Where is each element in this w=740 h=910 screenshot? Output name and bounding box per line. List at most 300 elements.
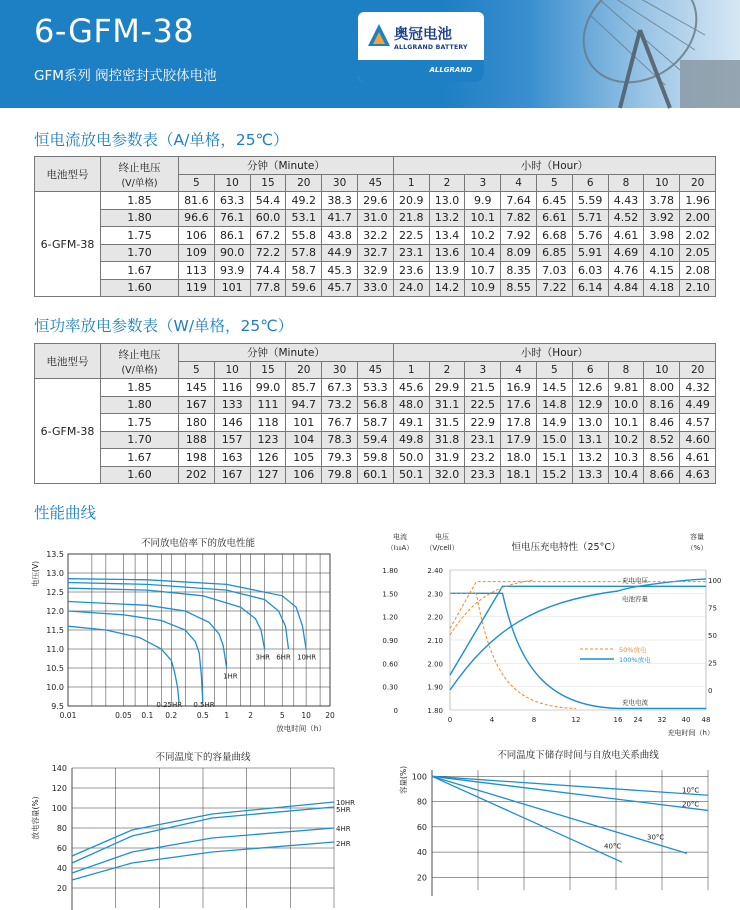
value-cell: 22.5 <box>393 227 429 245</box>
value-cell: 13.1 <box>572 431 608 449</box>
series-label: 0.5HR <box>193 701 215 710</box>
end-voltage-unit: (V/单格) <box>121 177 158 189</box>
y-tick-label: 100 <box>411 772 427 782</box>
value-cell: 5.71 <box>572 209 608 227</box>
value-cell: 58.7 <box>286 262 322 280</box>
value-cell: 5.59 <box>572 192 608 210</box>
x-tick-label: 32 <box>657 716 667 724</box>
table-row <box>35 379 716 397</box>
chart-title: 不同温度下的容量曲线 <box>155 752 251 763</box>
value-cell: 17.9 <box>501 431 537 449</box>
value-cell: 18.0 <box>501 449 537 467</box>
y-tick-label: 10.5 <box>46 664 64 673</box>
header-end-voltage <box>101 344 179 379</box>
y-tick-label: 100 <box>51 804 67 813</box>
value-cell: 58.7 <box>357 414 393 432</box>
value-cell: 41.7 <box>322 209 358 227</box>
value-cell: 180 <box>179 414 215 432</box>
value-cell: 8.09 <box>501 244 537 262</box>
hour-col-header: 5 <box>537 361 573 379</box>
y1-tick-label: 1.50 <box>382 590 398 599</box>
series-label: 10HR <box>297 653 317 662</box>
brand-logo <box>358 12 484 82</box>
minute-col-header: 10 <box>214 174 250 192</box>
value-cell: 6.85 <box>537 244 573 262</box>
y-axis-label: 电压(V) <box>31 561 40 587</box>
header-model: 电池型号 <box>35 344 101 379</box>
value-cell: 2.00 <box>680 209 716 227</box>
model-cell: 6-GFM-38 <box>35 379 101 484</box>
x-tick-label: 0.1 <box>141 711 154 720</box>
value-cell: 49.8 <box>393 431 429 449</box>
minute-col-header: 15 <box>250 361 286 379</box>
value-cell: 33.0 <box>357 279 393 297</box>
value-cell: 23.6 <box>393 262 429 280</box>
value-cell: 21.8 <box>393 209 429 227</box>
x-tick-label: 1 <box>224 711 230 720</box>
value-cell: 13.6 <box>429 244 465 262</box>
y1-header: 电流 <box>393 533 407 541</box>
x-tick-label: 4 <box>489 716 495 724</box>
value-cell: 76.1 <box>214 209 250 227</box>
value-cell: 8.00 <box>644 379 680 397</box>
value-cell: 43.8 <box>322 227 358 245</box>
value-cell: 16.9 <box>501 379 537 397</box>
value-cell: 8.66 <box>644 466 680 484</box>
end-voltage-label: 终止电压 <box>118 348 161 361</box>
value-cell: 48.0 <box>393 396 429 414</box>
value-cell: 13.2 <box>572 449 608 467</box>
value-cell: 86.1 <box>214 227 250 245</box>
value-cell: 10.1 <box>465 209 501 227</box>
hour-col-header: 1 <box>393 174 429 192</box>
x-tick-label: 10 <box>301 711 311 720</box>
value-cell: 14.5 <box>537 379 573 397</box>
value-cell: 23.1 <box>465 431 501 449</box>
end-voltage-cell: 1.85 <box>101 379 179 397</box>
end-voltage-cell: 1.70 <box>101 244 179 262</box>
hour-col-header: 5 <box>537 174 573 192</box>
value-cell: 13.4 <box>429 227 465 245</box>
end-voltage-cell: 1.80 <box>101 396 179 414</box>
value-cell: 22.5 <box>465 396 501 414</box>
value-cell: 10.9 <box>465 279 501 297</box>
minute-col-header: 5 <box>179 174 215 192</box>
value-cell: 10.4 <box>465 244 501 262</box>
series-line <box>432 776 687 853</box>
value-cell: 116 <box>214 379 250 397</box>
y2-header: 电压 <box>435 533 449 541</box>
value-cell: 32.9 <box>357 262 393 280</box>
value-cell: 4.43 <box>608 192 644 210</box>
value-cell: 23.3 <box>465 466 501 484</box>
y3-tick-label: 100 <box>708 577 722 585</box>
table-row <box>35 279 716 297</box>
x-tick-label: 0.2 <box>165 711 178 720</box>
y3-tick-label: 75 <box>708 604 717 613</box>
value-cell: 3.78 <box>644 192 680 210</box>
value-cell: 90.0 <box>214 244 250 262</box>
end-voltage-cell: 1.70 <box>101 431 179 449</box>
temperature-capacity-chart <box>28 748 356 910</box>
value-cell: 76.7 <box>322 414 358 432</box>
hour-col-header: 8 <box>608 174 644 192</box>
y-tick-label: 40 <box>56 864 67 873</box>
table-row <box>35 192 716 210</box>
y1-unit: （I₁₀A） <box>386 544 414 552</box>
value-cell: 78.3 <box>322 431 358 449</box>
header-end-voltage <box>101 157 179 192</box>
header-minutes: 分钟（Minute） <box>179 157 394 175</box>
table-row <box>35 431 716 449</box>
end-voltage-cell: 1.75 <box>101 414 179 432</box>
value-cell: 106 <box>286 466 322 484</box>
value-cell: 109 <box>179 244 215 262</box>
value-cell: 202 <box>179 466 215 484</box>
charge-voltage-line <box>450 586 706 675</box>
series-line-0.5hr <box>68 611 203 702</box>
value-cell: 2.08 <box>680 262 716 280</box>
end-voltage-cell: 1.67 <box>101 449 179 467</box>
value-cell: 4.52 <box>608 209 644 227</box>
y1-tick-label: 0.90 <box>382 637 398 645</box>
value-cell: 93.9 <box>214 262 250 280</box>
value-cell: 63.3 <box>214 192 250 210</box>
minute-col-header: 10 <box>214 361 250 379</box>
table-row <box>35 466 716 484</box>
value-cell: 24.0 <box>393 279 429 297</box>
series-label: 10°C <box>682 786 700 795</box>
value-cell: 7.92 <box>501 227 537 245</box>
hour-col-header: 20 <box>680 174 716 192</box>
half-voltage-line <box>450 582 706 629</box>
value-cell: 157 <box>214 431 250 449</box>
value-cell: 10.7 <box>465 262 501 280</box>
y2-tick-label: 2.40 <box>427 567 443 575</box>
value-cell: 31.8 <box>429 431 465 449</box>
series-label: 20°C <box>682 800 700 809</box>
value-cell: 49.2 <box>286 192 322 210</box>
value-cell: 4.76 <box>608 262 644 280</box>
value-cell: 15.0 <box>537 431 573 449</box>
series-line <box>432 776 622 862</box>
value-cell: 17.8 <box>501 414 537 432</box>
value-cell: 6.68 <box>537 227 573 245</box>
value-cell: 5.91 <box>572 244 608 262</box>
value-cell: 3.98 <box>644 227 680 245</box>
minute-col-header: 45 <box>357 174 393 192</box>
value-cell: 4.18 <box>644 279 680 297</box>
x-tick-label: 2 <box>248 711 254 720</box>
value-cell: 15.2 <box>537 466 573 484</box>
value-cell: 146 <box>214 414 250 432</box>
table-row <box>35 396 716 414</box>
value-cell: 2.02 <box>680 227 716 245</box>
value-cell: 14.8 <box>537 396 573 414</box>
value-cell: 4.57 <box>680 414 716 432</box>
x-tick-label: 5 <box>279 711 285 720</box>
value-cell: 167 <box>214 466 250 484</box>
y1-tick-label: 1.20 <box>382 613 398 622</box>
y2-tick-label: 2.30 <box>427 590 443 599</box>
hour-col-header: 6 <box>572 361 608 379</box>
logo-chinese-name: 奥冠电池 <box>394 27 452 43</box>
value-cell: 54.4 <box>250 192 286 210</box>
header-model: 电池型号 <box>35 157 101 192</box>
y3-unit: （%） <box>686 544 708 552</box>
value-cell: 79.8 <box>322 466 358 484</box>
value-cell: 77.8 <box>250 279 286 297</box>
hour-col-header: 2 <box>429 361 465 379</box>
value-cell: 59.6 <box>286 279 322 297</box>
value-cell: 23.1 <box>393 244 429 262</box>
logo-band <box>358 60 484 82</box>
x-tick-label: 12 <box>571 716 581 724</box>
value-cell: 2.05 <box>680 244 716 262</box>
value-cell: 3.92 <box>644 209 680 227</box>
y3-header: 容量 <box>690 533 704 541</box>
value-cell: 74.4 <box>250 262 286 280</box>
constant-power-title: 恒功率放电参数表（W/单格，25℃） <box>34 317 294 335</box>
minute-col-header: 30 <box>322 174 358 192</box>
value-cell: 12.6 <box>572 379 608 397</box>
value-cell: 85.7 <box>286 379 322 397</box>
y3-tick-label: 0 <box>708 687 713 695</box>
value-cell: 198 <box>179 449 215 467</box>
product-title: 6-GFM-38 <box>34 12 195 50</box>
value-cell: 119 <box>179 279 215 297</box>
end-voltage-cell: 1.75 <box>101 227 179 245</box>
value-cell: 10.3 <box>608 449 644 467</box>
hour-col-header: 1 <box>393 361 429 379</box>
value-cell: 50.0 <box>393 449 429 467</box>
value-cell: 45.6 <box>393 379 429 397</box>
value-cell: 9.81 <box>608 379 644 397</box>
value-cell: 7.03 <box>537 262 573 280</box>
value-cell: 8.52 <box>644 431 680 449</box>
hour-col-header: 8 <box>608 361 644 379</box>
series-label: 10HR <box>336 799 356 807</box>
y2-tick-label: 2.10 <box>427 637 443 645</box>
table-row <box>35 449 716 467</box>
value-cell: 21.5 <box>465 379 501 397</box>
end-voltage-cell: 1.85 <box>101 192 179 210</box>
x-tick-label: 0 <box>447 716 453 724</box>
value-cell: 145 <box>179 379 215 397</box>
y-tick-label: 9.5 <box>51 702 64 711</box>
value-cell: 8.35 <box>501 262 537 280</box>
end-voltage-label: 终止电压 <box>118 161 161 174</box>
value-cell: 7.22 <box>537 279 573 297</box>
minute-col-header: 20 <box>286 361 322 379</box>
value-cell: 10.2 <box>465 227 501 245</box>
y-axis-label: 容量(%) <box>399 766 408 794</box>
series-label: 5HR <box>336 806 351 814</box>
value-cell: 10.2 <box>608 431 644 449</box>
x-axis-label: 放电时间（h） <box>276 724 326 733</box>
y1-tick-label: 1.80 <box>382 567 398 575</box>
x-axis-label: 充电时间（h） <box>667 729 714 737</box>
value-cell: 10.4 <box>608 466 644 484</box>
value-cell: 53.1 <box>286 209 322 227</box>
value-cell: 4.32 <box>680 379 716 397</box>
discharge-rate-chart <box>28 534 338 744</box>
performance-curves-title: 性能曲线 <box>34 504 97 522</box>
chart-title: 不同温度下储存时间与自放电关系曲线 <box>497 750 659 761</box>
value-cell: 22.9 <box>465 414 501 432</box>
value-cell: 4.10 <box>644 244 680 262</box>
minute-col-header: 15 <box>250 174 286 192</box>
y1-tick-label: 0 <box>393 707 398 715</box>
value-cell: 31.0 <box>357 209 393 227</box>
y-tick-label: 20 <box>416 873 427 883</box>
series-label: 40°C <box>604 842 622 851</box>
value-cell: 56.8 <box>357 396 393 414</box>
value-cell: 4.60 <box>680 431 716 449</box>
y1-tick-label: 0.60 <box>382 660 398 669</box>
value-cell: 188 <box>179 431 215 449</box>
table-row <box>35 227 716 245</box>
y-tick-label: 120 <box>51 784 67 793</box>
value-cell: 96.6 <box>179 209 215 227</box>
end-voltage-cell: 1.80 <box>101 209 179 227</box>
product-series: GFM系列 阀控密封式胶体电池 <box>34 68 217 84</box>
value-cell: 79.3 <box>322 449 358 467</box>
header-hours: 小时（Hour） <box>393 344 715 362</box>
series-label: 3HR <box>255 653 271 662</box>
curve-label: 电池容量 <box>622 594 648 603</box>
end-voltage-cell: 1.67 <box>101 262 179 280</box>
y2-tick-label: 1.80 <box>427 707 443 715</box>
self-discharge-chart <box>398 744 718 910</box>
value-cell: 72.2 <box>250 244 286 262</box>
value-cell: 126 <box>250 449 286 467</box>
y-tick-label: 12.0 <box>46 607 64 616</box>
battery-capacity-line <box>450 579 706 690</box>
constant-power-table <box>34 343 716 484</box>
value-cell: 53.3 <box>357 379 393 397</box>
value-cell: 73.2 <box>322 396 358 414</box>
hour-col-header: 10 <box>644 361 680 379</box>
value-cell: 12.9 <box>572 396 608 414</box>
value-cell: 31.5 <box>429 414 465 432</box>
series-label: 0.25HR <box>156 701 183 710</box>
value-cell: 1.96 <box>680 192 716 210</box>
series-label: 2HR <box>336 840 351 848</box>
value-cell: 2.10 <box>680 279 716 297</box>
legend-label: 50%放电 <box>619 646 647 654</box>
logo-band-text: ALLGRAND <box>429 66 472 74</box>
curve-label: 充电电流 <box>622 698 648 707</box>
value-cell: 15.1 <box>537 449 573 467</box>
value-cell: 60.0 <box>250 209 286 227</box>
x-tick-label: 0.5 <box>196 711 209 720</box>
value-cell: 8.16 <box>644 396 680 414</box>
hour-col-header: 4 <box>501 174 537 192</box>
x-tick-label: 40 <box>681 716 691 724</box>
value-cell: 59.4 <box>357 431 393 449</box>
hour-col-header: 2 <box>429 174 465 192</box>
value-cell: 59.8 <box>357 449 393 467</box>
value-cell: 13.0 <box>429 192 465 210</box>
hour-col-header: 4 <box>501 361 537 379</box>
value-cell: 67.2 <box>250 227 286 245</box>
value-cell: 101 <box>214 279 250 297</box>
value-cell: 50.1 <box>393 466 429 484</box>
value-cell: 23.2 <box>465 449 501 467</box>
value-cell: 9.9 <box>465 192 501 210</box>
value-cell: 49.1 <box>393 414 429 432</box>
y2-unit: （V/cell） <box>425 544 459 552</box>
value-cell: 29.9 <box>429 379 465 397</box>
value-cell: 118 <box>250 414 286 432</box>
value-cell: 4.61 <box>680 449 716 467</box>
legend-label: 100%放电 <box>619 656 651 664</box>
value-cell: 67.3 <box>322 379 358 397</box>
x-tick-label: 20 <box>325 711 335 720</box>
value-cell: 18.1 <box>501 466 537 484</box>
end-voltage-cell: 1.60 <box>101 466 179 484</box>
logo-inner-triangle-icon <box>373 32 385 44</box>
value-cell: 57.8 <box>286 244 322 262</box>
y-tick-label: 140 <box>51 764 67 773</box>
curve-label: 充电电压 <box>622 576 648 585</box>
value-cell: 133 <box>214 396 250 414</box>
value-cell: 106 <box>179 227 215 245</box>
value-cell: 31.1 <box>429 396 465 414</box>
hour-col-header: 3 <box>465 174 501 192</box>
y-tick-label: 40 <box>416 848 427 858</box>
value-cell: 8.56 <box>644 449 680 467</box>
half-capacity-line <box>450 580 534 635</box>
value-cell: 6.03 <box>572 262 608 280</box>
table-row <box>35 244 716 262</box>
value-cell: 5.76 <box>572 227 608 245</box>
constant-current-title: 恒电流放电参数表（A/单格，25℃） <box>34 131 289 149</box>
value-cell: 6.61 <box>537 209 573 227</box>
value-cell: 6.45 <box>537 192 573 210</box>
series-line-6hr <box>68 583 289 650</box>
table-row <box>35 209 716 227</box>
value-cell: 13.3 <box>572 466 608 484</box>
value-cell: 13.0 <box>572 414 608 432</box>
value-cell: 163 <box>214 449 250 467</box>
series-label: 6HR <box>276 653 291 662</box>
value-cell: 45.7 <box>322 279 358 297</box>
series-line-3hr <box>68 588 265 649</box>
hour-col-header: 3 <box>465 361 501 379</box>
x-tick-label: 24 <box>633 716 643 724</box>
value-cell: 45.3 <box>322 262 358 280</box>
value-cell: 29.6 <box>357 192 393 210</box>
header-minutes: 分钟（Minute） <box>179 344 394 362</box>
value-cell: 101 <box>286 414 322 432</box>
table-row <box>35 414 716 432</box>
value-cell: 55.8 <box>286 227 322 245</box>
x-tick-label: 16 <box>613 716 623 724</box>
series-label: 1HR <box>223 672 238 681</box>
y-tick-label: 80 <box>416 797 427 807</box>
y-tick-label: 13.5 <box>46 550 64 559</box>
value-cell: 14.9 <box>537 414 573 432</box>
value-cell: 127 <box>250 466 286 484</box>
y3-tick-label: 25 <box>708 659 717 668</box>
y1-tick-label: 0.30 <box>382 683 398 692</box>
logo-english-name: ALLGRAND BATTERY <box>394 44 468 51</box>
y2-tick-label: 2.20 <box>427 613 443 622</box>
y-tick-label: 20 <box>56 884 67 893</box>
value-cell: 44.9 <box>322 244 358 262</box>
